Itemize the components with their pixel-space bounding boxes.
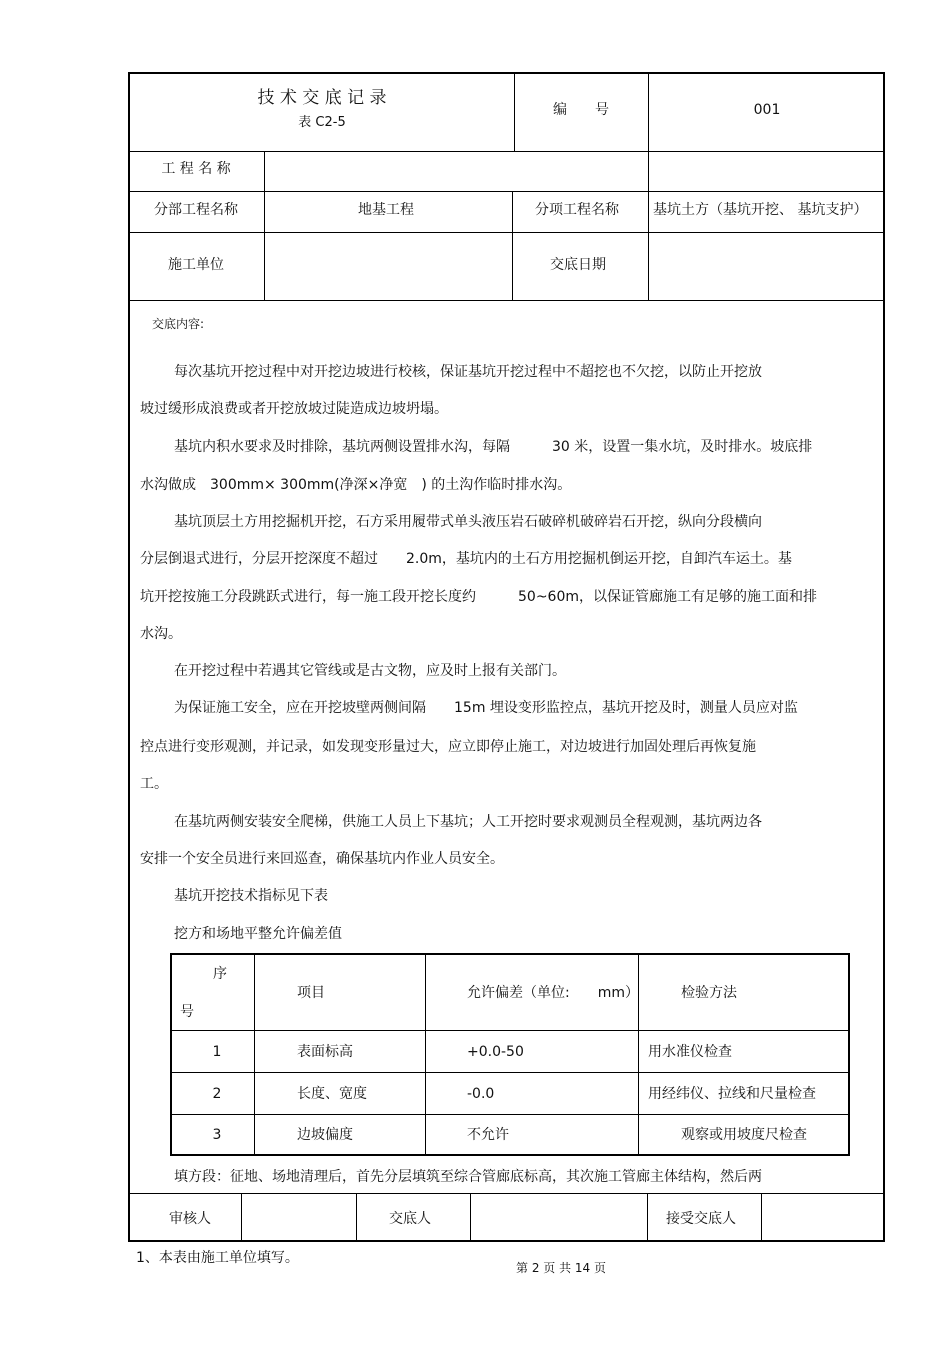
- table-cell: -0.0: [467, 1086, 495, 1102]
- content-line: 坑开挖按施工分段跳跃式进行，每一施工段开挖长度约 50~60m，以保证管廊施工有足够的施工面和排: [140, 589, 817, 605]
- table-cell: 观察或用坡度尺检查: [681, 1127, 807, 1143]
- table-cell: 2: [212, 1086, 222, 1102]
- content-line: 基坑开挖技术指标见下表: [174, 888, 328, 904]
- table-header-method: 检验方法: [681, 985, 737, 1001]
- table-cell: 边坡偏度: [297, 1127, 353, 1143]
- content-line: 为保证施工安全，应在开挖坡壁两侧间隔 15m 埋设变形监控点，基坑开挖及时，测量人员应对监: [174, 700, 798, 716]
- receiver-label: 接受交底人: [666, 1211, 736, 1227]
- project-name-label: 工 程 名 称: [161, 161, 231, 177]
- content-line: 安排一个安全员进行来回巡查，确保基坑内作业人员安全。: [140, 851, 504, 867]
- item-value: 基坑土方（基坑开挖、 基坑支护）: [653, 202, 868, 218]
- content-label: 交底内容:: [152, 317, 205, 331]
- number-value: 001: [753, 102, 781, 118]
- divider: [647, 1193, 648, 1241]
- divider: [356, 1193, 357, 1241]
- discloser-label: 交底人: [389, 1211, 431, 1227]
- divider: [425, 954, 426, 1155]
- item-label: 分项工程名称: [535, 202, 619, 218]
- divider: [470, 1193, 471, 1241]
- content-line: 填方段：征地、场地清理后，首先分层填筑至综合管廊底标高，其次施工管廊主体结构，然后两: [174, 1169, 762, 1185]
- page-number: 第 2 页 共 14 页: [516, 1261, 606, 1275]
- form-number: 表 C2-5: [298, 115, 346, 130]
- table-cell: 1: [212, 1044, 222, 1060]
- content-line: 每次基坑开挖过程中对开挖边坡进行校核，保证基坑开挖过程中不超挖也不欠挖，以防止开挖放: [174, 364, 762, 380]
- divider: [264, 151, 265, 300]
- content-line: 在开挖过程中若遇其它管线或是古文物，应及时上报有关部门。: [174, 663, 566, 679]
- table-cell: 用水准仪检查: [648, 1044, 732, 1060]
- table-header-seq-2: 号: [180, 1004, 194, 1020]
- content-line: 基坑内积水要求及时排除，基坑两侧设置排水沟，每隔 30 米，设置一集水坑，及时排水。坡底排: [174, 439, 813, 455]
- table-header-item: 项目: [297, 985, 325, 1001]
- content-line: 在基坑两侧安装安全爬梯，供施工人员上下基坑；人工开挖时要求观测员全程观测，基坑两边各: [174, 814, 762, 830]
- table-cell: 表面标高: [297, 1044, 353, 1060]
- disclosure-date-label: 交底日期: [550, 257, 606, 273]
- table-cell: 用经纬仪、拉线和尺量检查: [648, 1086, 816, 1102]
- table-cell: 3: [212, 1127, 222, 1143]
- content-line: 水沟做成 300mm× 300mm(净深×净宽 ) 的土沟作临时排水沟。: [140, 477, 572, 493]
- sub-project-value: 地基工程: [358, 202, 414, 218]
- divider: [129, 151, 884, 152]
- divider: [254, 954, 255, 1155]
- table-header-seq: 序: [213, 966, 227, 982]
- form-title: 技 术 交 底 记 录: [257, 88, 387, 108]
- content-line: 分层倒退式进行，分层开挖深度不超过 2.0m，基坑内的土石方用挖掘机倒运开挖，自卸汽车运土。基: [140, 551, 792, 567]
- content-line: 坡过缓形成浪费或者开挖放坡过陡造成边坡坍塌。: [140, 401, 448, 417]
- content-line: 控点进行变形观测，并记录，如发现变形量过大，应立即停止施工，对边坡进行加固处理后再恢复施: [140, 739, 756, 755]
- footer-note: 1、本表由施工单位填写。: [136, 1250, 299, 1266]
- number-label: 编 号: [553, 102, 609, 118]
- table-cell: +0.0-50: [467, 1044, 524, 1060]
- divider: [129, 232, 884, 233]
- content-line: 水沟。: [140, 626, 182, 642]
- divider: [512, 191, 513, 300]
- construction-unit-label: 施工单位: [168, 257, 224, 273]
- divider: [129, 300, 884, 301]
- content-line: 挖方和场地平整允许偏差值: [174, 926, 342, 942]
- content-line: 工。: [140, 776, 168, 792]
- divider: [171, 1114, 849, 1115]
- divider: [129, 1193, 884, 1194]
- divider: [648, 73, 649, 300]
- divider: [171, 1030, 849, 1031]
- divider: [514, 73, 515, 151]
- sub-project-label: 分部工程名称: [154, 202, 238, 218]
- divider: [761, 1193, 762, 1241]
- reviewer-label: 审核人: [169, 1211, 211, 1227]
- divider: [241, 1193, 242, 1241]
- content-line: 基坑顶层土方用挖掘机开挖，石方采用履带式单头液压岩石破碎机破碎岩石开挖，纵向分段横向: [174, 514, 762, 530]
- table-cell: 长度、宽度: [297, 1086, 367, 1102]
- table-cell: 不允许: [467, 1127, 509, 1143]
- divider: [171, 1072, 849, 1073]
- divider: [129, 191, 884, 192]
- table-header-tolerance: 允许偏差（单位: mm）: [467, 985, 639, 1001]
